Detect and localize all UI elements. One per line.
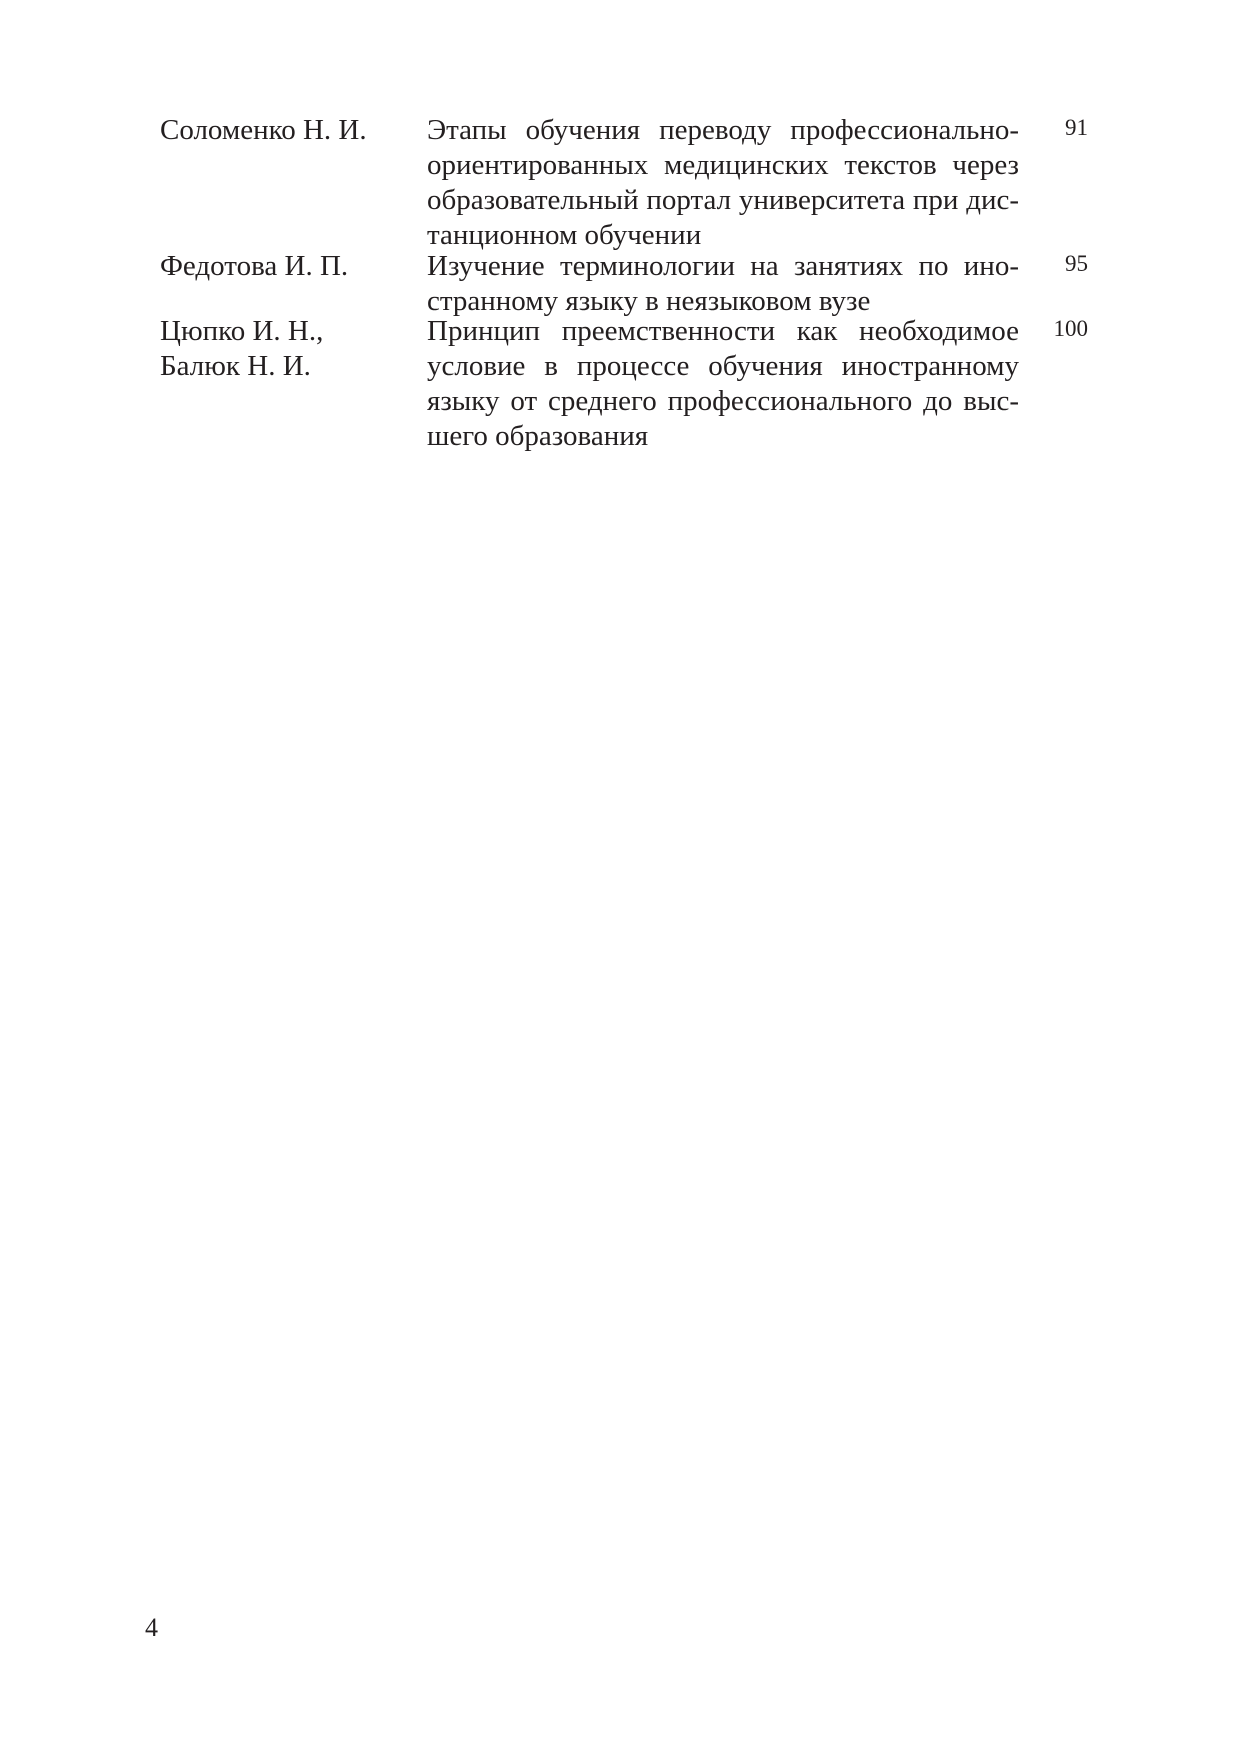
title-line: Этапы обучения переводу профессионально- [427, 114, 1019, 146]
toc-page-number: 95 [1065, 251, 1088, 276]
title-line: шего образования [427, 420, 649, 452]
author-name: Федотова И. П. [160, 250, 349, 282]
toc-entry-authors [160, 314, 400, 384]
title-line: танционном обучении [427, 219, 702, 251]
title-line: ориентированных медицинских текстов через [427, 149, 1019, 181]
page-number: 4 [145, 1613, 158, 1642]
toc-entry-authors [160, 249, 400, 284]
toc-entry-title [427, 314, 1019, 454]
title-line: странному языку в неязыковом вузе [427, 285, 871, 317]
toc-page-number: 100 [1053, 316, 1088, 341]
author-name: Цюпко И. Н., [160, 315, 324, 347]
author-name: Соломенко Н. И. [160, 114, 367, 146]
toc-entry-title [427, 113, 1019, 253]
title-line: образовательный портал университета при дис- [427, 184, 1019, 216]
toc-page-number: 91 [1065, 115, 1088, 140]
author-name: Балюк Н. И. [160, 350, 311, 382]
title-line: Принцип преемственности как необходимое [427, 315, 1019, 347]
toc-entry-title [427, 249, 1019, 319]
toc-entry-authors [160, 113, 400, 148]
title-line: условие в процессе обучения иностранному [427, 350, 1019, 382]
title-line: языку от среднего профессионального до выс- [427, 385, 1019, 417]
title-line: Изучение терминологии на занятиях по ино- [427, 250, 1019, 282]
